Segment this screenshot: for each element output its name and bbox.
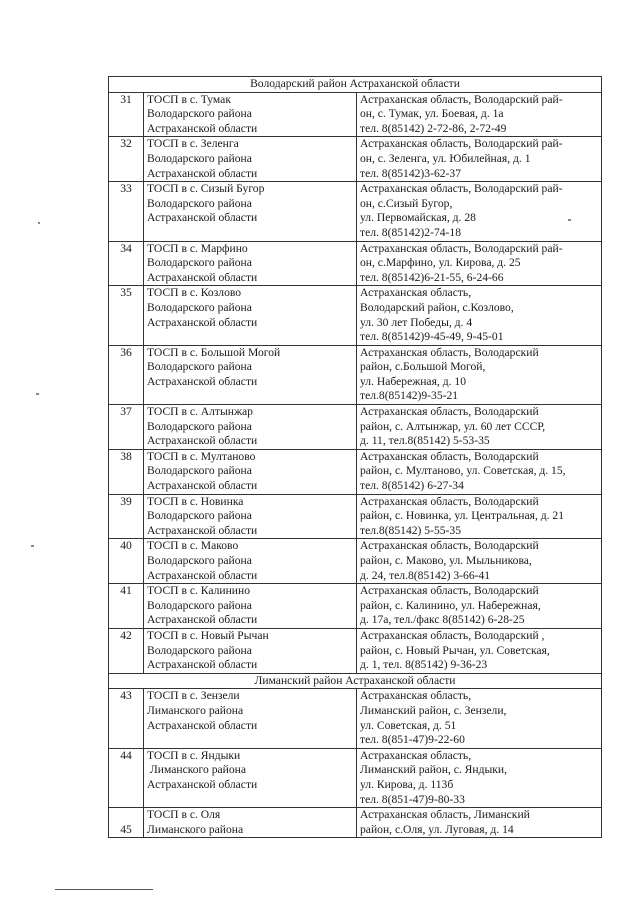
- address-line: Астраханская область, Володарский: [360, 494, 539, 508]
- office-address: [357, 494, 602, 539]
- table-row: [109, 345, 602, 404]
- name-line: Астраханской области: [147, 777, 258, 791]
- offices-table: [108, 76, 602, 838]
- address-line: он, с.Марфино, ул. Кирова, д. 25: [360, 256, 521, 270]
- name-line: ТОСП в с. Мултаново: [147, 449, 256, 463]
- address-line: Астраханская область, Володарский рай-: [360, 92, 563, 106]
- office-address: [357, 584, 602, 629]
- address-line: ул. Первомайская, д. 28: [360, 211, 476, 225]
- name-line: Астраханской области: [147, 434, 258, 448]
- table-row: [109, 808, 602, 838]
- address-line: ул. Набережная, д. 10: [360, 374, 467, 388]
- address-line: д. 17а, тел./факс 8(85142) 6-28-25: [360, 613, 525, 627]
- address-line: район, с. Алтынжар, ул. 60 лет СССР,: [360, 419, 546, 433]
- office-address: [357, 345, 602, 404]
- row-number: 36: [109, 345, 144, 404]
- address-line: д. 1, тел. 8(85142) 9-36-23: [360, 658, 488, 672]
- name-line: ТОСП в с. Большой Могой: [147, 345, 281, 359]
- address-line: он, с. Зеленга, ул. Юбилейная, д. 1: [360, 151, 531, 165]
- name-line: Володарского района: [147, 419, 252, 433]
- name-line: Астраханской области: [147, 166, 258, 180]
- office-name: [144, 539, 357, 584]
- office-name: [144, 689, 357, 748]
- scan-speck: [38, 222, 40, 224]
- address-line: Лиманский район, с. Яндыки,: [360, 763, 508, 777]
- office-address: [357, 808, 602, 838]
- address-line: Астраханская область,: [360, 286, 472, 300]
- address-line: тел. 8(85142)3-62-37: [360, 166, 462, 180]
- address-line: тел.8(85142) 5-55-35: [360, 523, 462, 537]
- address-line: район, с. Новинка, ул. Центральная, д. 21: [360, 509, 565, 523]
- office-name: [144, 584, 357, 629]
- name-line: ТОСП в с. Калинино: [147, 584, 250, 598]
- name-line: ТОСП в с. Маково: [147, 539, 239, 553]
- row-number: 32: [109, 137, 144, 182]
- row-number: 40: [109, 539, 144, 584]
- scan-speck: [568, 219, 571, 221]
- office-address: [357, 137, 602, 182]
- row-number: 33: [109, 182, 144, 241]
- address-line: Астраханская область, Лиманский: [360, 808, 530, 822]
- name-line: Володарского района: [147, 360, 252, 374]
- address-line: он, с. Тумак, ул. Боевая, д. 1а: [360, 107, 504, 121]
- address-line: тел. 8(85142)9-45-49, 9-45-01: [360, 330, 504, 344]
- office-address: [357, 539, 602, 584]
- table-row: [109, 494, 602, 539]
- name-line: Володарского района: [147, 598, 252, 612]
- address-line: район, с. Новый Рычан, ул. Советская,: [360, 643, 550, 657]
- name-line: Астраханской области: [147, 315, 258, 329]
- row-number: 45: [109, 808, 144, 838]
- address-line: Астраханская область, Володарский рай-: [360, 137, 563, 151]
- office-address: [357, 628, 602, 673]
- name-line: Астраханской области: [147, 211, 258, 225]
- name-line: ТОСП в с. Новый Рычан: [147, 628, 269, 642]
- address-line: ул. Советская, д. 51: [360, 718, 457, 732]
- address-line: ул. Кирова, д. 113б: [360, 777, 454, 791]
- table-row: [109, 92, 602, 137]
- address-line: Астраханская область, Володарский: [360, 345, 539, 359]
- name-line: ТОСП в с. Сизый Бугор: [147, 182, 265, 196]
- name-line: Лиманского района: [147, 822, 244, 836]
- table-row: [109, 241, 602, 286]
- office-name: [144, 286, 357, 345]
- office-name: [144, 494, 357, 539]
- address-line: Астраханская область,: [360, 689, 472, 703]
- office-address: [357, 689, 602, 748]
- row-number: 43: [109, 689, 144, 748]
- row-number: 35: [109, 286, 144, 345]
- address-line: Лиманский район, с. Зензели,: [360, 703, 507, 717]
- address-line: он, с.Сизый Бугор,: [360, 196, 453, 210]
- name-line: Володарского района: [147, 300, 252, 314]
- address-line: тел. 8(85142) 6-27-34: [360, 479, 464, 493]
- table-row: [109, 584, 602, 629]
- row-number: 31: [109, 92, 144, 137]
- office-name: [144, 92, 357, 137]
- address-line: д. 11, тел.8(85142) 5-53-35: [360, 434, 490, 448]
- table-row: [109, 137, 602, 182]
- name-line: Володарского района: [147, 643, 252, 657]
- name-line: ТОСП в с. Оля: [147, 808, 221, 822]
- name-line: Астраханской области: [147, 523, 258, 537]
- name-line: Астраханской области: [147, 613, 258, 627]
- table-row: [109, 449, 602, 494]
- table-row: [109, 689, 602, 748]
- table-row: [109, 405, 602, 450]
- address-line: Астраханская область, Володарский рай-: [360, 241, 563, 255]
- name-line: Володарского района: [147, 256, 252, 270]
- address-line: тел. 8(85142)6-21-55, 6-24-66: [360, 270, 504, 284]
- name-line: Астраханской области: [147, 121, 258, 135]
- name-line: Володарского района: [147, 509, 252, 523]
- name-line: Лиманского района: [147, 763, 247, 777]
- address-line: район, с.Большой Могой,: [360, 360, 486, 374]
- office-name: [144, 808, 357, 838]
- address-line: Астраханская область, Володарский рай-: [360, 182, 563, 196]
- address-line: тел. 8(851-47)9-22-60: [360, 733, 465, 747]
- table-row: [109, 628, 602, 673]
- name-line: ТОСП в с. Тумак: [147, 92, 231, 106]
- address-line: Астраханская область, Володарский: [360, 584, 539, 598]
- address-line: тел. 8(85142)2-74-18: [360, 225, 462, 239]
- name-line: Володарского района: [147, 196, 252, 210]
- section-header-row: [109, 673, 602, 689]
- address-line: район, с.Оля, ул. Луговая, д. 14: [360, 822, 514, 836]
- name-line: Астраханской области: [147, 568, 258, 582]
- name-line: Володарского района: [147, 151, 252, 165]
- row-number: 38: [109, 449, 144, 494]
- name-line: ТОСП в с. Новинка: [147, 494, 244, 508]
- scan-speck: [36, 393, 39, 395]
- name-line: Володарского района: [147, 107, 252, 121]
- table-row: [109, 286, 602, 345]
- office-name: [144, 628, 357, 673]
- address-line: Володарский район, с.Козлово,: [360, 300, 514, 314]
- row-number: 42: [109, 628, 144, 673]
- name-line: ТОСП в с. Алтынжар: [147, 405, 253, 419]
- footer-rule: [55, 889, 153, 890]
- office-name: [144, 137, 357, 182]
- name-line: Астраханской области: [147, 374, 258, 388]
- address-line: район, с. Калинино, ул. Набережная,: [360, 598, 541, 612]
- office-address: [357, 405, 602, 450]
- office-address: [357, 286, 602, 345]
- name-line: ТОСП в с. Яндыки: [147, 748, 241, 762]
- name-line: Володарского района: [147, 554, 252, 567]
- address-line: район, с. Маково, ул. Мыльникова,: [360, 554, 532, 567]
- address-line: Астраханская область, Володарский ,: [360, 628, 545, 642]
- name-line: Астраханской области: [147, 479, 258, 493]
- office-address: [357, 748, 602, 807]
- address-line: Астраханская область, Володарский: [360, 539, 539, 553]
- address-line: тел. 8(85142) 2-72-86, 2-72-49: [360, 121, 507, 135]
- row-number: 44: [109, 748, 144, 807]
- address-line: тел.8(85142)9-35-21: [360, 389, 459, 403]
- row-number: 37: [109, 405, 144, 450]
- office-address: [357, 241, 602, 286]
- office-name: [144, 241, 357, 286]
- name-line: ТОСП в с. Зеленга: [147, 137, 239, 151]
- office-name: [144, 449, 357, 494]
- address-line: д. 24, тел.8(85142) 3-66-41: [360, 568, 491, 582]
- section-title: Володарский район Астраханской области: [109, 77, 602, 93]
- table-row: [109, 182, 602, 241]
- row-number: 39: [109, 494, 144, 539]
- name-line: ТОСП в с. Козлово: [147, 286, 242, 300]
- row-number: 34: [109, 241, 144, 286]
- office-name: [144, 748, 357, 807]
- address-line: Астраханская область,: [360, 748, 472, 762]
- name-line: ТОСП в с. Марфино: [147, 241, 248, 255]
- office-address: [357, 92, 602, 137]
- office-name: [144, 182, 357, 241]
- name-line: Астраханской области: [147, 658, 258, 672]
- table-row: [109, 539, 602, 584]
- name-line: Володарского района: [147, 464, 252, 478]
- office-address: [357, 449, 602, 494]
- address-line: район, с. Мултаново, ул. Советская, д. 15,: [360, 464, 566, 478]
- name-line: Астраханской области: [147, 270, 258, 284]
- scan-speck: [31, 545, 34, 547]
- section-title: Лиманский район Астраханской области: [109, 673, 602, 689]
- row-number: 41: [109, 584, 144, 629]
- address-line: Астраханская область, Володарский: [360, 449, 539, 463]
- office-name: [144, 345, 357, 404]
- name-line: ТОСП в с. Зензели: [147, 689, 240, 703]
- section-header-row: [109, 77, 602, 93]
- office-address: [357, 182, 602, 241]
- address-line: тел. 8(851-47)9-80-33: [360, 792, 465, 806]
- address-line: Астраханская область, Володарский: [360, 405, 539, 419]
- table-row: [109, 748, 602, 807]
- name-line: Лиманского района: [147, 703, 244, 717]
- office-name: [144, 405, 357, 450]
- address-line: ул. 30 лет Победы, д. 4: [360, 315, 473, 329]
- name-line: Астраханской области: [147, 718, 258, 732]
